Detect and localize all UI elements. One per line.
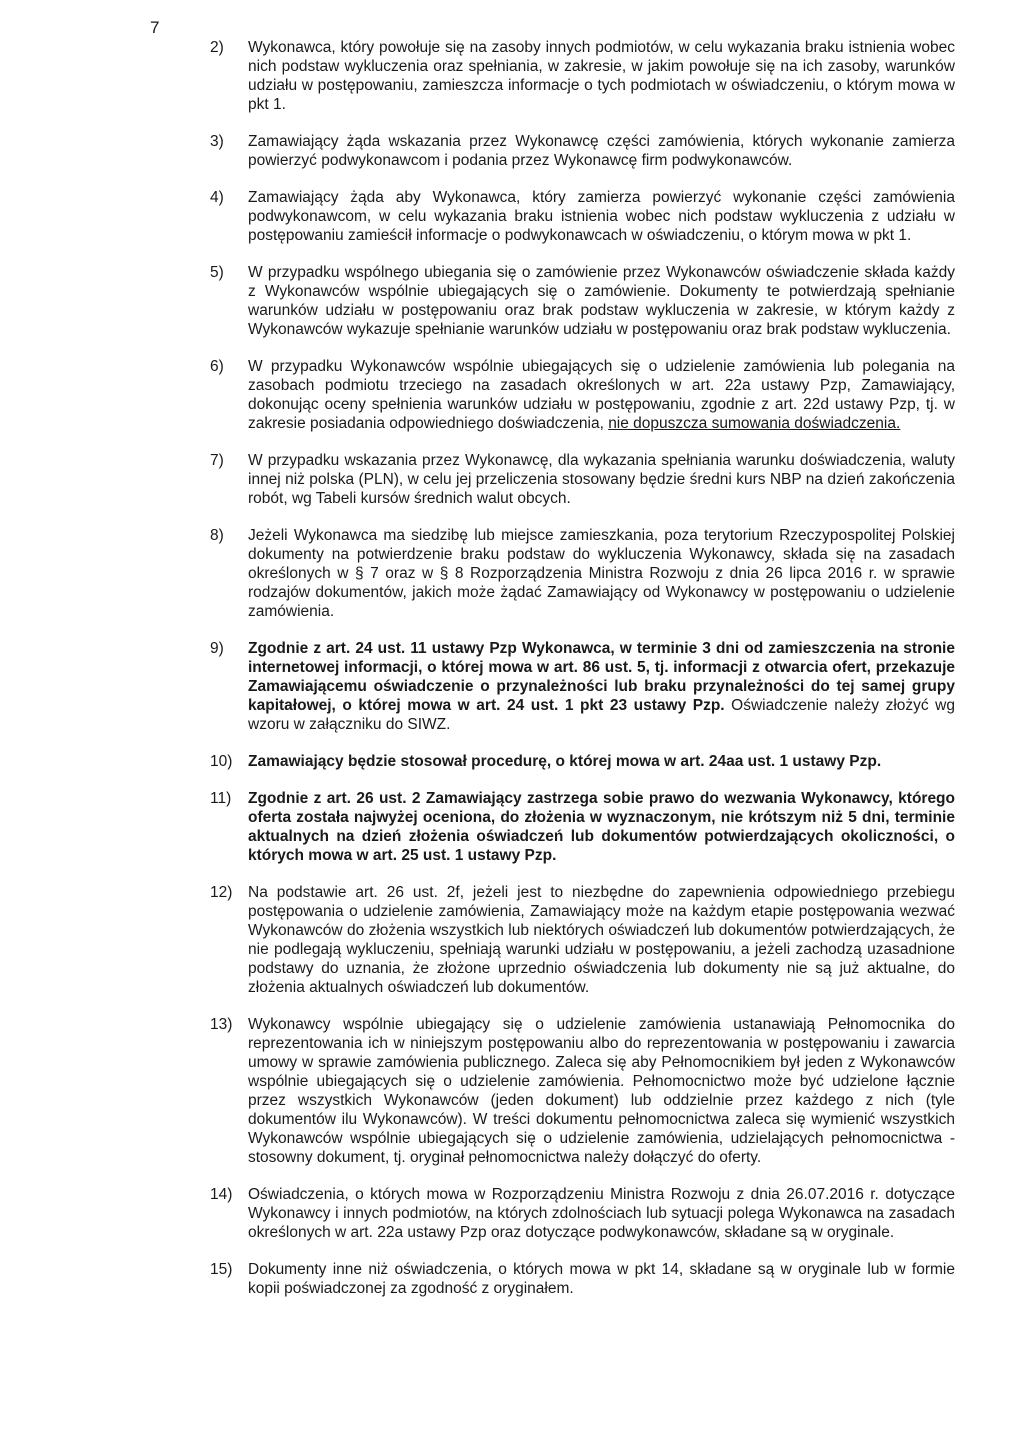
list-item — [210, 451, 955, 508]
item-text — [248, 639, 955, 734]
item-number: 11) — [210, 790, 232, 807]
item-number: 13) — [210, 1016, 233, 1033]
list-item — [210, 526, 955, 621]
item-text — [248, 357, 955, 433]
list-item — [210, 789, 955, 865]
text-segment: Oświadczenia, o których mowa w Rozporządzeniu Ministra Rozwoju z dnia 26.07.2016 r. dotyczące Wykonawcy i innych podmiotów, na których zdolnościach lub sytuacji polega Wykonawca na zasadach określonych w art. 22a ustawy Pzp oraz dotyczące podwykonawców, składane są w oryginale. — [248, 1186, 955, 1241]
list-item — [210, 639, 955, 734]
list-item — [210, 883, 955, 997]
text-segment: Wykonawcy wspólnie ubiegający się o udzielenie zamówienia ustanawiają Pełnomocnika do reprezentowania ich w niniejszym postępowaniu albo do reprezentowania w postępowaniu i zawarcia umowy w sprawie zamówienia publicznego. Zaleca się aby Pełnomocnikiem był jeden z Wykonawców wspólnie ubiegających się o udzielenie zamówienia. Pełnomocnictwo może być udzielone łącznie przez wszystkich Wykonawców (jeden dokument) lub oddzielnie przez każdego z nich (tyle dokumentów ilu Wykonawców). W treści dokumentu pełnomocnictwa zaleca się wymienić wszystkich Wykonawców wspólnie ubiegających się o udzielenie zamówienia, udzielających pełnomocnictwa - stosowny dokument, tj. oryginał pełnomocnictwa należy dołączyć do oferty. — [248, 1016, 955, 1166]
text-segment: W przypadku wskazania przez Wykonawcę, dla wykazania spełniania warunku doświadczenia, waluty innej niż polska (PLN), w celu jej przeliczenia stosowany będzie średni kurs NBP na dzień zakończenia robót, wg Tabeli kursów średnich walut obcych. — [248, 452, 955, 507]
item-text — [248, 263, 955, 339]
text-segment: Jeżeli Wykonawca ma siedzibę lub miejsce zamieszkania, poza terytorium Rzeczypospolitej Polskiej dokumenty na potwierdzenie braku podstaw do wykluczenia Wykonawcy, składa się na zasadach określonych w § 7 oraz w § 8 Rozporządzenia Ministra Rozwoju z dnia 26 lipca 2016 r. w sprawie rodzajów dokumentów, jakich może żądać Zamawiający od Wykonawcy w postępowaniu o udzielenie zamówienia. — [248, 527, 955, 620]
text-segment: Zamawiający żąda aby Wykonawca, który zamierza powierzyć wykonanie części zamówienia podwykonawcom, w celu wykazania braku istnienia wobec nich podstaw wykluczenia z udziału w postępowaniu zamieścił informacje o podwykonawcach w oświadczeniu, o którym mowa w pkt 1. — [248, 189, 955, 244]
item-text — [248, 883, 955, 997]
item-number: 4) — [210, 189, 224, 206]
list-item — [210, 357, 955, 433]
item-number: 6) — [210, 358, 224, 375]
item-text — [248, 451, 955, 508]
item-number: 3) — [210, 133, 224, 150]
item-number: 9) — [210, 640, 224, 657]
item-text — [248, 188, 955, 245]
list-item — [210, 1185, 955, 1242]
item-text — [248, 132, 955, 170]
item-number: 2) — [210, 39, 224, 56]
item-number: 15) — [210, 1261, 233, 1278]
list-item — [210, 38, 955, 114]
item-number: 12) — [210, 884, 233, 901]
item-number: 8) — [210, 527, 224, 544]
list-item — [210, 132, 955, 170]
list-item — [210, 188, 955, 245]
text-segment: Oświadczenie należy złożyć wg wzoru w załączniku do SIWZ. — [248, 697, 955, 733]
item-text — [248, 789, 955, 865]
text-segment: Zgodnie z art. 24 ust. 11 ustawy Pzp Wykonawca, w terminie 3 dni od zamieszczenia na stronie internetowej informacji, o której mowa w art. 86 ust. 5, tj. informacji z otwarcia ofert, przekazuje Zamawiającemu oświadczenie o przynależności lub braku przynależności do tej samej grupy kapitałowej, o której mowa w art. 24 ust. 1 pkt 23 ustawy Pzp. — [248, 640, 955, 714]
numbered-list — [210, 38, 955, 1298]
item-text — [248, 38, 955, 114]
item-text — [248, 1185, 955, 1242]
item-number: 10) — [210, 753, 233, 770]
item-number: 5) — [210, 264, 224, 281]
item-text — [248, 752, 955, 771]
text-segment: Wykonawca, który powołuje się na zasoby innych podmiotów, w celu wykazania braku istnienia wobec nich podstaw wykluczenia oraz spełniania, w zakresie, w jakim powołuje się na ich zasoby, warunków udziału w postępowaniu, zamieszcza informacje o tych podmiotach w oświadczeniu, o którym mowa w pkt 1. — [248, 39, 955, 113]
text-segment: Na podstawie art. 26 ust. 2f, jeżeli jest to niezbędne do zapewnienia odpowiedniego przebiegu postępowania o udzielenie zamówienia, Zamawiający może na każdym etapie postępowania wezwać Wykonawców do złożenia wszystkich lub niektórych oświadczeń lub dokumentów potwierdzających, że nie podlegają wykluczeniu, spełniają warunki udziału w postępowaniu, a jeżeli zachodzą uzasadnione podstawy do uznania, że złożone uprzednio oświadczenia lub dokumenty nie są już aktualne, do złożenia aktualnych oświadczeń lub dokumentów. — [248, 884, 955, 996]
text-segment: W przypadku wspólnego ubiegania się o zamówienie przez Wykonawców oświadczenie składa każdy z Wykonawców wspólnie ubiegających się o zamówienie. Dokumenty te potwierdzają spełnianie warunków udziału w postępowaniu oraz brak podstaw wykluczenia w zakresie, w którym każdy z Wykonawców wykazuje spełnianie warunków udziału w postępowaniu oraz brak podstaw wykluczenia. — [248, 264, 955, 338]
list-item — [210, 1015, 955, 1167]
item-text — [248, 1260, 955, 1298]
text-segment: Dokumenty inne niż oświadczenia, o których mowa w pkt 14, składane są w oryginale lub w formie kopii poświadczonej za zgodność z oryginałem. — [248, 1261, 955, 1297]
list-item — [210, 263, 955, 339]
list-item — [210, 1260, 955, 1298]
text-segment: W przypadku Wykonawców wspólnie ubiegających się o udzielenie zamówienia lub polegania na zasobach podmiotu trzeciego na zasadach określonych w art. 22a ustawy Pzp, Zamawiający, dokonując oceny spełnienia warunków udziału w postępowaniu, zgodnie z art. 22d ustawy Pzp, tj. w zakresie posiadania odpowiedniego doświadczenia, — [248, 358, 955, 432]
text-segment: Zamawiający będzie stosował procedurę, o której mowa w art. 24aa ust. 1 ustawy Pzp. — [248, 753, 882, 770]
item-number: 14) — [210, 1186, 233, 1203]
item-number: 7) — [210, 452, 224, 469]
text-segment: nie dopuszcza sumowania doświadczenia. — [608, 415, 901, 432]
text-segment: Zgodnie z art. 26 ust. 2 Zamawiający zastrzega sobie prawo do wezwania Wykonawcy, którego oferta została najwyżej oceniona, do złożenia w wyznaczonym, nie krótszym niż 5 dni, terminie aktualnych na dzień złożenia oświadczeń lub dokumentów potwierdzających okoliczności, o których mowa w art. 25 ust. 1 ustawy Pzp. — [248, 790, 955, 864]
item-text — [248, 1015, 955, 1167]
text-segment: Zamawiający żąda wskazania przez Wykonawcę części zamówienia, których wykonanie zamierza powierzyć podwykonawcom i podania przez Wykonawcę firm podwykonawców. — [248, 133, 955, 169]
page-number: 7 — [150, 18, 160, 37]
item-text — [248, 526, 955, 621]
list-item — [210, 752, 955, 771]
